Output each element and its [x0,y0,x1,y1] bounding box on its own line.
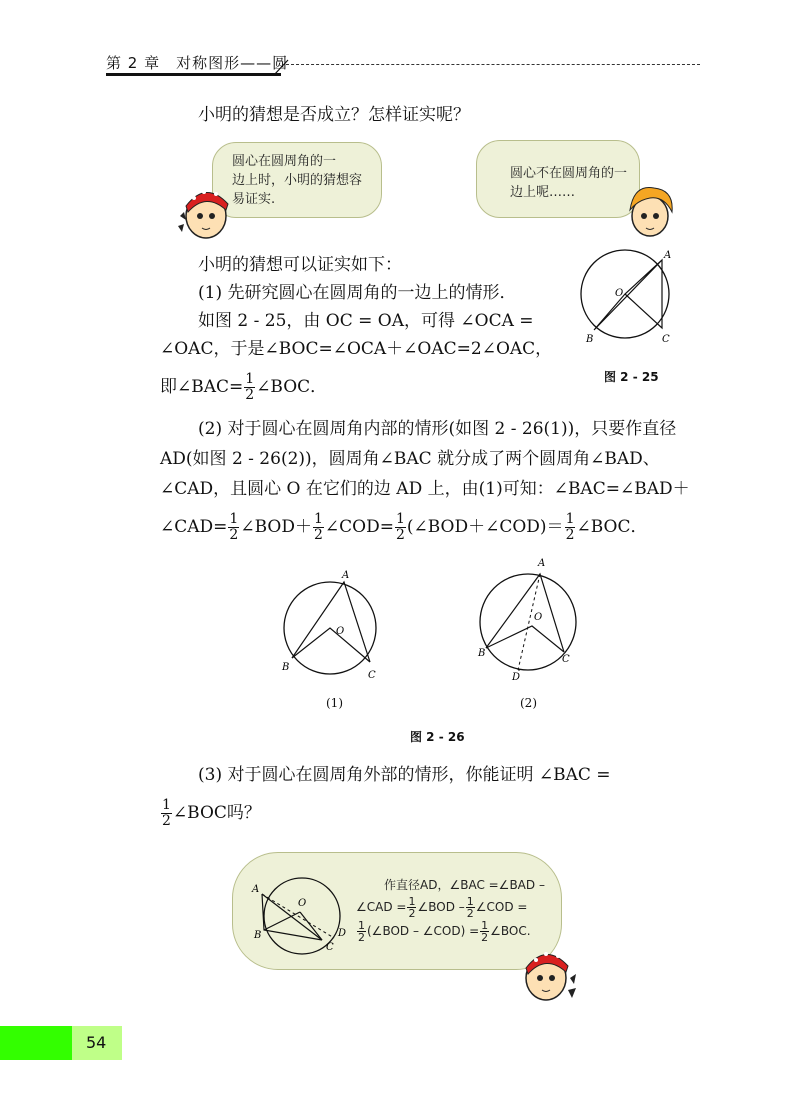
fig25-label-c: C [662,334,670,345]
bubble-right-text [510,164,627,202]
hint-label-d: D [338,928,347,939]
page-number: 54 [86,1033,107,1052]
case2-line3: ∠CAD，且圆心 O 在它们的边 AD 上，由(1)可知：∠BAC=∠BAD＋ [160,479,690,499]
figure-2-25 [570,246,680,348]
fig26a-label-c: C [368,670,376,681]
fraction-half: $\frac{1}{2}$ [245,371,255,403]
case2-part: ∠BOD＋ [240,517,312,537]
case3-line1: (3) 对于圆心在圆周角外部的情形，你能证明 ∠BAC = [198,765,611,785]
fig26-sub1: (1) [326,696,343,710]
bubble-left-line: 易证实. [232,192,276,207]
fraction-half: $\frac{1}{2}$ [313,511,323,543]
case2-line1: (2) 对于圆心在圆周角内部的情形(如图 2 - 26(1))，只要作直径 [198,419,677,439]
bubble-left-line: 圆心在圆周角的一 [232,154,337,169]
case2-part: ∠BOC． [576,517,648,537]
fig26b-label-a: A [538,558,546,569]
bubble-left-text [232,152,362,209]
case2-part: ∠CAD= [160,517,228,537]
case2-part: ∠COD= [324,517,394,537]
case2-line2: AD(如图 2 - 26(2))，圆周角∠BAC 就分成了两个圆周角∠BAD、 [160,449,660,469]
hint-label-a: A [252,884,260,895]
question-text: 小明的猜想是否成立？怎样证实呢？ [198,105,470,125]
fig26-caption: 图 2 - 26 [410,730,465,744]
fig26b-label-o: O [534,612,543,623]
case1-line3-prefix: 即∠BAC= [160,377,244,397]
figure-2-26-2 [472,556,588,684]
hint-line1: 作直径AD，∠BAC =∠BAD – [384,878,545,892]
cartoon-boy-icon-bottom [516,934,582,1008]
case1-line3-suffix: ∠BOC． [256,377,328,397]
fraction-half: $\frac{1}{2}$ [565,511,575,543]
fig25-label-o: O [615,288,624,299]
fig26-sub2: (2) [520,696,537,710]
fig26b-label-b: B [478,648,486,659]
hint-label-o: O [298,898,307,909]
header-underline [106,73,281,76]
fig25-label-b: B [586,334,594,345]
cartoon-boy-icon [170,176,234,246]
case1-line2: ∠OAC，于是∠BOC=∠OCA＋∠OAC=2∠OAC， [160,339,553,359]
hint-figure [248,872,354,956]
fig26a-label-o: O [336,626,345,637]
chapter-header: 第 2 章 对称图形——圆 [106,54,289,72]
fraction-half: $\frac{1}{2}$ [229,511,239,543]
case3-line2 [160,798,261,829]
fraction-half: $\frac{1}{2}$ [162,797,171,829]
figure-2-26-1 [278,566,388,684]
bubble-right-line: 边上呢…… [510,185,576,200]
bubble-right-line: 圆心不在圆周角的一 [510,166,628,181]
bubble-left-line: 边上时，小明的猜想容 [232,173,363,188]
case2-part: (∠BOD＋∠COD)＝ [406,517,564,537]
hint-line3: $\frac{1}{2}$ (∠BOD – ∠COD) = $\frac{1}{2}$ ∠BOC. [358,919,531,944]
case1-line3 [160,372,327,403]
cartoon-girl-icon [624,180,678,244]
case2-line4 [160,512,647,543]
fig26a-label-a: A [342,570,350,581]
hint-label-c: C [326,942,334,953]
fig25-caption: 图 2 - 25 [604,370,659,384]
proof-intro: 小明的猜想可以证实如下： [198,255,402,275]
case1-title: (1) 先研究圆心在圆周角的一边上的情形． [198,283,517,303]
fig25-label-a: A [664,250,672,261]
hint-label-b: B [254,930,262,941]
fig26b-label-c: C [562,654,570,665]
fig26b-label-d: D [512,672,521,683]
fig26a-label-b: B [282,662,290,673]
hint-line2: ∠CAD = $\frac{1}{2}$ ∠BOD – $\frac{1}{2}$ ∠COD = [356,895,528,920]
fraction-half: $\frac{1}{2}$ [395,511,405,543]
header-dashed-rule [286,64,700,65]
case1-line1: 如图 2 - 25，由 OC = OA，可得 ∠OCA = [198,311,534,331]
case3-line2-suffix: ∠BOC吗？ [172,803,261,823]
